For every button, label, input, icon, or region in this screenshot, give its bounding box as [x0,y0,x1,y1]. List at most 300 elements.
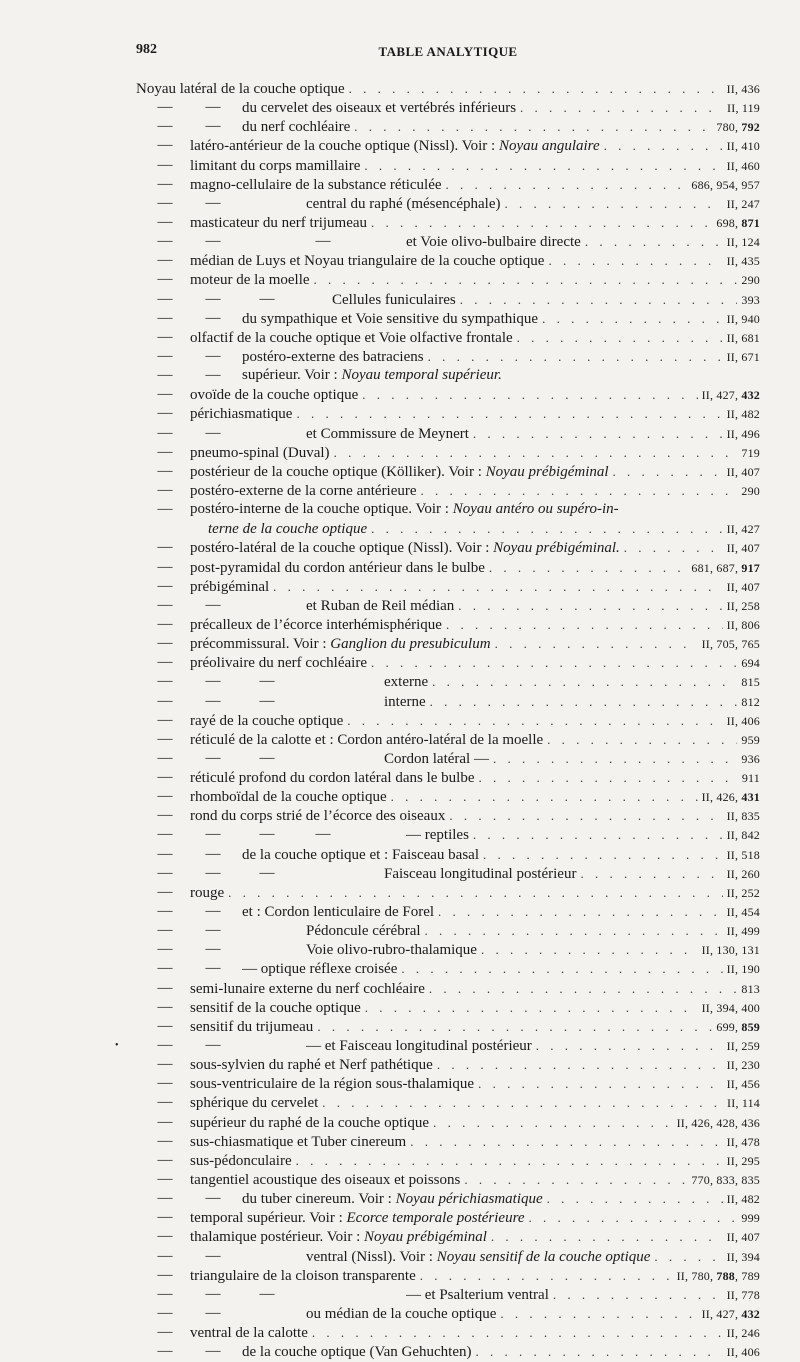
ditto-dash: — [157,903,173,920]
page-reference: 780, 792 [716,120,760,135]
entry-body [190,787,760,807]
index-entry [136,998,760,1017]
page-reference: II, 482 [726,407,760,422]
page-reference: 813 [741,981,760,996]
entry-body [136,79,760,99]
ditto-dash: — [205,845,221,862]
entry-text: du tuber cinereum. Voir : Noyau périchiasmatique [242,1191,543,1208]
index-entry [136,213,760,232]
page-reference: II, 406 [726,1345,760,1360]
page-reference: 699, 859 [716,1019,760,1034]
dot-leader [428,347,723,366]
index-entry [136,1266,760,1285]
index-entry [136,309,760,328]
entry-body [190,156,760,176]
entry-body [190,385,760,405]
dot-leader [489,558,687,577]
entry-body [242,902,760,922]
ditto-dash: — [205,903,221,920]
dot-leader [547,1189,723,1208]
entry-body [190,634,760,654]
ditto-dash: — [157,1266,173,1283]
dot-leader [473,424,723,443]
ditto-dash: — [205,864,221,881]
index-entry [136,404,760,423]
page-reference: 815 [741,675,760,690]
index-entry [136,347,760,366]
page-reference: II, 259 [726,1039,760,1054]
entry-body [190,998,760,1018]
page-reference: II, 427, 432 [701,388,760,403]
dot-leader [493,749,737,768]
entry-text: — optique réflexe croisée [242,961,398,978]
entry-cross-reference: Noyau angulaire [498,138,600,155]
entry-text: moteur de la moelle [190,272,310,289]
entry-body [190,653,760,673]
page-number: 982 [136,42,157,57]
entry-body [406,232,760,252]
page-reference: II, 435 [726,254,760,269]
page-reference: 911 [741,771,760,786]
ditto-dash: — [157,213,173,230]
entry-text: central du raphé (mésencéphale) [306,195,501,212]
dot-leader [520,98,723,117]
dot-leader [604,136,723,155]
index-entry [136,1247,760,1266]
entry-body [190,270,760,290]
entry-body [190,500,760,519]
index-entry [136,692,760,711]
page-reference: II, 190 [726,962,760,977]
entry-text: rhomboïdal de la couche optique [190,789,387,806]
entry-text: sensitif de la couche optique [190,999,361,1016]
ditto-dash: — [205,1247,221,1264]
dot-leader [362,385,697,404]
entry-text: interne [384,693,426,710]
entry-cross-reference: Noyau prébigéminal [485,463,609,480]
ditto-dash: — [157,749,173,766]
page-reference: 698, 871 [716,215,760,230]
entry-text: rouge [190,884,225,901]
entry-body [190,1074,760,1094]
entry-body [190,768,760,788]
index-entry [136,845,760,864]
page-reference: II, 460 [726,158,760,173]
ditto-dash: — [259,673,275,690]
entry-cross-reference: terne de la couche optique [208,521,368,538]
page-reference: II, 410 [726,139,760,154]
dot-leader [391,787,698,806]
index-entry [136,1189,760,1208]
ditto-dash: — [157,845,173,862]
dot-leader [371,213,712,232]
index-entry [136,290,760,309]
ditto-dash: — [205,1343,221,1360]
index-entry [136,615,760,634]
entry-body [190,443,760,463]
index-entry [136,1151,760,1170]
index-entry [136,787,760,806]
entry-body [190,136,760,156]
dot-leader [410,1132,722,1151]
entry-body [190,1132,760,1152]
ditto-dash: — [157,1094,173,1111]
ditto-dash: — [157,175,173,192]
entry-body [242,1342,760,1362]
ditto-dash: — [157,501,173,518]
index-entry [136,940,760,959]
ditto-dash: — [157,462,173,479]
ditto-dash: — [157,1324,173,1341]
entry-cross-reference: Noyau prébigéminal. [493,540,620,557]
index-entry [136,653,760,672]
entry-body [190,1055,760,1075]
ditto-dash: — [157,233,173,250]
dot-leader [548,251,722,270]
entry-text: Cordon latéral — [384,750,489,767]
page-reference: II, 454 [726,905,760,920]
ditto-dash: — [157,730,173,747]
dot-leader [354,117,712,136]
dot-leader [433,1113,673,1132]
page-header [136,42,760,64]
entry-body [306,194,760,214]
page-reference: II, 246 [726,1326,760,1341]
ditto-dash: — [157,137,173,154]
index-entry [136,443,760,462]
entry-text: précommissural. Voir : Ganglion du presubiculum [190,636,491,653]
ditto-dash: — [157,194,173,211]
dot-leader [547,730,737,749]
entry-body [190,481,760,501]
ditto-dash: — [157,367,173,384]
ditto-dash: — [205,367,221,384]
dot-leader [273,577,722,596]
index-entry [136,768,760,787]
entry-text: Faisceau longitudinal postérieur [384,865,577,882]
index-entry [136,424,760,443]
ditto-dash: — [157,271,173,288]
index-entry [136,270,760,289]
entry-text: temporal supérieur. Voir : Ecorce temporale postérieure [190,1210,525,1227]
dot-leader [500,1304,697,1323]
dot-leader [517,328,723,347]
index-entry [136,749,760,768]
entry-body [190,251,760,271]
index-entry [136,1342,760,1361]
entry-body [190,711,760,731]
entry-text: postéro-externe des batraciens [242,348,424,365]
entry-body [190,730,760,750]
entry-text: ovoïde de la couche optique [190,387,359,404]
entry-cross-reference: Noyau périchiasmatique [395,1191,543,1208]
entry-body [306,921,760,941]
page-reference: II, 394, 400 [701,1000,760,1015]
entry-text: Cellules funiculaires [332,291,456,308]
index-entry [136,1074,760,1093]
ditto-dash: — [205,309,221,326]
index-entry [136,577,760,596]
entry-text: Pédoncule cérébral [306,923,421,940]
index-entry [136,921,760,940]
entry-body [242,98,760,118]
ditto-dash: — [205,233,221,250]
ditto-dash: — [157,99,173,116]
entry-body [190,558,760,578]
page-reference: II, 842 [726,828,760,843]
page-reference: 959 [741,732,760,747]
page-reference: II, 114 [727,1096,760,1111]
entry-body [190,615,760,635]
dot-leader [542,309,723,328]
entry-body [332,290,760,310]
page-reference: II, 705, 765 [701,637,760,652]
entry-body [242,1189,760,1209]
dot-leader [478,768,737,787]
entry-body [306,1247,760,1267]
ditto-dash: — [157,941,173,958]
running-head: TABLE ANALYTIQUE [378,44,518,59]
index-entry [136,558,760,577]
entry-cross-reference: Ecorce temporale postérieure [346,1210,525,1227]
index-entry [136,902,760,921]
index-entry [136,251,760,270]
entry-text: triangulaire de la cloison transparente [190,1267,416,1284]
dot-leader [228,883,722,902]
entry-text: externe [384,674,429,691]
index-entry [136,500,760,519]
index-entry [136,1227,760,1246]
dot-leader [536,1036,723,1055]
ditto-dash: — [205,692,221,709]
dot-leader [613,462,723,481]
page-reference: II, 499 [726,924,760,939]
ditto-dash: — [157,788,173,805]
page-reference: II, 124 [726,235,760,250]
page-reference: II, 681 [726,330,760,345]
ditto-dash: — [157,1285,173,1302]
ditto-dash: — [157,654,173,671]
ditto-dash: — [157,998,173,1015]
ditto-dash: — [157,979,173,996]
ditto-dash: — [157,481,173,498]
entry-text: sus-pédonculaire [190,1152,292,1169]
page-reference: II, 671 [726,349,760,364]
dot-leader [371,653,737,672]
page-reference: II, 406 [726,713,760,728]
ditto-dash: — [259,692,275,709]
dot-leader [296,1151,723,1170]
ditto-dash: — [157,405,173,422]
entry-text: sous-sylvien du raphé et Nerf pathétique [190,1057,433,1074]
ditto-dash: — [157,290,173,307]
entry-text: thalamique postérieur. Voir : Noyau prébigéminal [190,1229,487,1246]
ditto-dash: — [157,1113,173,1130]
dot-leader [317,1017,712,1036]
page-reference: II, 518 [726,847,760,862]
ditto-dash: — [205,922,221,939]
entry-body [384,672,760,692]
page-reference: II, 295 [726,1153,760,1168]
ditto-dash: — [157,309,173,326]
page-reference: 290 [741,273,760,288]
page-reference: II, 394 [726,1249,760,1264]
entry-body [190,1093,760,1113]
ditto-dash: — [205,941,221,958]
entry-text: précalleux de l’écorce interhémisphérique [190,616,442,633]
ditto-dash: — [157,922,173,939]
ditto-dash: — [205,194,221,211]
page-reference: 686, 954, 957 [691,177,760,192]
page-reference: II, 407 [726,464,760,479]
entry-text [208,520,367,539]
dot-leader [430,692,738,711]
ditto-dash: — [157,328,173,345]
page-reference: II, 426, 431 [701,790,760,805]
entry-body [190,404,760,424]
entry-text: et : Cordon lenticulaire de Forel [242,904,435,921]
dot-leader [314,270,738,289]
entry-text: limitant du corps mamillaire [190,157,361,174]
entry-body [190,538,760,558]
ditto-dash: — [205,826,221,843]
dot-leader [473,825,723,844]
entry-body [306,1304,760,1324]
dot-leader [365,998,698,1017]
index-entry [136,1208,760,1227]
page-reference: II, 478 [726,1134,760,1149]
entry-text: sensitif du trijumeau [190,1018,314,1035]
entry-text: rond du corps strié de l’écorce des oiseaux [190,808,446,825]
entry-text: supérieur. Voir : Noyau temporal supérieur. [242,367,502,384]
index-entry [136,634,760,653]
ditto-dash: — [259,864,275,881]
dot-leader [504,194,722,213]
entry-body [242,347,760,367]
ditto-dash: — [157,615,173,632]
ditto-dash: — [157,1247,173,1264]
ditto-dash: — [205,673,221,690]
dot-leader [449,806,722,825]
index-entries [136,79,760,1361]
entry-body [306,424,760,444]
entry-body [384,864,760,884]
entry-body [306,596,760,616]
entry-text: — et Psalterium ventral [406,1286,549,1303]
page-reference: II, 780, 788, 789 [676,1268,760,1283]
entry-body [190,1170,760,1190]
entry-body [190,806,760,826]
ditto-dash: — [259,1285,275,1302]
ditto-dash: — [205,290,221,307]
page-reference: II, 407 [726,579,760,594]
ditto-dash: — [157,807,173,824]
entry-cross-reference: Noyau antéro ou supéro-in- [452,501,619,518]
entry-body [190,883,760,903]
entry-text: réticulé de la calotte et : Cordon antéro-latéral de la moelle [190,731,544,748]
entry-body [190,328,760,348]
dot-leader [464,1170,687,1189]
page-reference: II, 119 [727,101,760,116]
entry-text: de la couche optique et : Faisceau basal [242,846,479,863]
entry-body [242,117,760,137]
entry-body [190,1323,760,1343]
ditto-dash: — [157,692,173,709]
page-reference: II, 427, 432 [701,1307,760,1321]
dot-leader [420,1266,673,1285]
ditto-dash: — [157,1171,173,1188]
ditto-dash: — [157,1343,173,1360]
ditto-dash: — [157,1037,173,1054]
dot-leader [438,902,723,921]
dot-leader [476,1342,723,1361]
ditto-dash: — [157,156,173,173]
dot-leader [495,634,698,653]
index-entry [136,136,760,155]
ditto-dash: — [157,596,173,613]
index-entry [136,481,760,500]
entry-text: sus-chiasmatique et Tuber cinereum [190,1133,407,1150]
dot-leader [446,615,723,634]
index-entry [136,194,760,213]
dot-leader [478,1074,723,1093]
index-entry [136,519,760,538]
entry-body [406,825,760,845]
index-entry [136,117,760,136]
dot-leader [654,1247,722,1266]
ditto-dash: — [205,1285,221,1302]
ditto-dash: — [157,424,173,441]
dot-leader [425,921,723,940]
dot-leader [483,845,723,864]
index-entry [136,156,760,175]
ditto-dash: — [315,826,331,843]
ditto-dash: — [157,1075,173,1092]
entry-body [406,1285,760,1305]
index-entry [136,883,760,902]
entry-text: tangentiel acoustique des oiseaux et poissons [190,1172,461,1189]
ditto-dash: — [157,347,173,364]
entry-text: olfactif de la couche optique et Voie olfactive frontale [190,329,513,346]
page-reference: II, 247 [726,196,760,211]
entry-body [384,692,760,712]
index-entry [136,806,760,825]
entry-body [242,845,760,865]
page-reference: II, 407 [726,541,760,556]
page-reference: 999 [741,1211,760,1226]
dot-leader [491,1227,723,1246]
ditto-dash: — [157,252,173,269]
ditto-dash: — [157,443,173,460]
page-reference: II, 778 [726,1287,760,1302]
ditto-dash: — [157,769,173,786]
index-entry [136,1017,760,1036]
entry-text: médian de Luys et Noyau triangulaire de la couche optique [190,253,545,270]
ditto-dash: — [157,635,173,652]
entry-body [190,1227,760,1247]
entry-cross-reference: Noyau temporal supérieur. [341,367,502,384]
entry-text: et Commissure de Meynert [306,425,469,442]
ditto-dash: — [157,386,173,403]
dot-leader [446,175,688,194]
ditto-dash: — [205,960,221,977]
entry-text: masticateur du nerf trijumeau [190,214,368,231]
entry-text: du sympathique et Voie sensitive du sympathique [242,310,539,327]
page-reference: II, 260 [726,866,760,881]
dot-leader [580,864,722,883]
entry-body [190,175,760,195]
page-reference: 719 [741,445,760,460]
